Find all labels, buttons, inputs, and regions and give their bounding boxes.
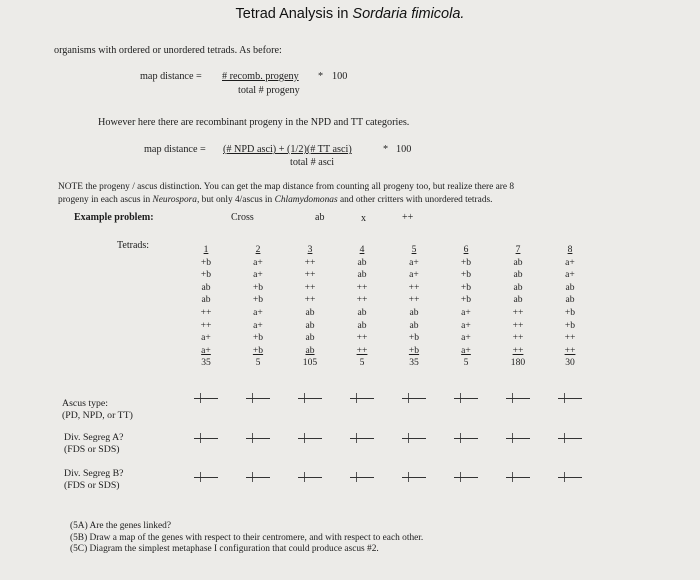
tetrad-genotype: ++ [512,344,524,356]
tetrad-number: 5 [411,244,417,255]
tetrad-genotype-cell: ++ [304,269,316,281]
tetrad-genotype-cell: a+ [253,269,263,281]
tetrad-genotype-cell: +b [252,332,264,344]
tetrad-number: 3 [307,244,313,255]
formula2-numerator: (# NPD asci) + (1/2)(# TT asci) [223,144,352,155]
tetrad-genotype-cell: ab [201,281,211,293]
answer-blank[interactable] [246,472,270,482]
answer-blank[interactable] [506,393,530,403]
tetrad-genotype-cell [388,345,440,358]
tetrad-genotype-cell: ++ [200,306,212,318]
tetrad-genotype-cell: a+ [461,306,471,318]
answer-blank[interactable] [194,472,218,482]
tetrad-count: 180 [510,357,526,369]
tetrad-count: 35 [409,357,419,369]
tetrad-header-row [180,244,596,257]
tetrad-genotype: a+ [201,344,211,356]
example-parent-1: ab [315,212,325,223]
answer-line [402,398,426,399]
tetrad-genotype-row [180,345,596,358]
formula1-denominator: total # progeny [238,85,300,96]
answer-line [558,438,582,439]
tetrad-genotype-cell: ++ [564,332,576,344]
example-x: x [361,213,366,224]
tetrad-number: 2 [255,244,261,255]
tetrad-count: 5 [255,357,261,369]
tetrad-genotype-cell [232,345,284,358]
question-5b: (5B) Draw a map of the genes with respect to their centromere, and with respect to each other. [70,532,424,543]
tetrads-label: Tetrads: [117,240,150,251]
answer-line [298,477,322,478]
ascus-type-label [62,398,133,422]
div-segreg-a-title: Div. Segreg A? [64,432,124,443]
tetrad-genotype-row [180,332,596,345]
answer-line [506,398,530,399]
tetrad-genotype: +b [252,344,264,356]
answer-line [506,438,530,439]
tetrad-genotype-cell: a+ [565,256,575,268]
answer-blank[interactable] [454,393,478,403]
tetrad-genotype-cell [336,345,388,358]
tetrad-genotype-cell: a+ [253,256,263,268]
answer-blank[interactable] [506,472,530,482]
answer-line [402,477,426,478]
answer-blank[interactable] [402,472,426,482]
answer-blank[interactable] [454,433,478,443]
tetrad-genotype-cell [180,345,232,358]
tetrad-count: 5 [463,357,469,369]
tetrad-genotype-cell: ++ [304,281,316,293]
div-segreg-a-answers [188,433,678,445]
answer-blank[interactable] [402,393,426,403]
tetrad-genotype-row [180,269,596,282]
tetrad-number: 1 [203,244,209,255]
tetrad-genotype-cell: ab [513,294,523,306]
tetrad-genotype-cell: a+ [253,306,263,318]
answer-blank[interactable] [246,433,270,443]
answer-line [350,477,374,478]
answer-line [558,398,582,399]
answer-blank[interactable] [558,393,582,403]
tetrad-count: 35 [201,357,211,369]
tetrad-genotype-cell: ab [305,332,315,344]
tetrad-genotype-cell: +b [200,269,212,281]
intro-text: organisms with ordered or unordered tetrads. As before: [54,45,282,56]
answer-blank[interactable] [402,433,426,443]
question-5a: (5A) Are the genes linked? [70,521,172,531]
tetrad-genotype-cell: +b [408,332,420,344]
formula1-lhs: map distance = [140,71,202,82]
tetrad-genotype-cell [440,345,492,358]
tetrad-genotype: ab [305,344,315,356]
answer-line [350,398,374,399]
formula2-mult: * [383,144,389,155]
answer-blank[interactable] [350,393,374,403]
title-organism: Sordaria fimicola. [352,6,465,22]
answer-blank[interactable] [246,393,270,403]
formula1-numerator: # recomb. progeny [222,71,299,82]
tetrad-genotype-cell: +b [564,319,576,331]
question-5c: (5C) Diagram the simplest metaphase I configuration that could produce ascus #2. [70,544,379,554]
formula1-factor: 100 [332,71,348,82]
tetrad-genotype-cell: ++ [304,256,316,268]
tetrad-genotype-cell: ++ [304,294,316,306]
answer-line [350,438,374,439]
answer-line [298,438,322,439]
tetrad-genotype-cell: +b [564,306,576,318]
answer-line [194,438,218,439]
formula1-mult: * [318,71,324,82]
tetrad-genotype-cell: a+ [201,332,211,344]
answer-blank[interactable] [298,433,322,443]
note-line-2 [58,195,493,205]
answer-line [402,438,426,439]
answer-line [454,477,478,478]
answer-line [454,398,478,399]
answer-line [506,477,530,478]
tetrad-genotype-cell: +b [460,256,472,268]
tetrad-genotype-cell: ab [357,319,367,331]
example-cross: Cross [231,212,254,223]
answer-line [194,398,218,399]
page-title [0,6,700,22]
tetrad-genotype-cell: ab [305,319,315,331]
however-text: However here there are recombinant progeny in the NPD and TT categories. [98,117,410,128]
formula2-denominator: total # asci [290,157,335,168]
answer-blank[interactable] [350,472,374,482]
tetrad-count: 30 [565,357,575,369]
tetrad-genotype: +b [408,344,420,356]
tetrad-genotype-row [180,294,596,307]
tetrad-genotype-cell: a+ [565,269,575,281]
tetrad-genotype-cell: +b [460,294,472,306]
tetrad-genotype-cell: ab [565,281,575,293]
tetrad-count: 5 [359,357,365,369]
tetrad-genotype-cell: a+ [461,319,471,331]
tetrad-genotype-cell: a+ [461,332,471,344]
tetrad-genotype-row [180,257,596,270]
tetrad-genotype-cell: ++ [512,306,524,318]
tetrad-genotype-cell: ab [357,269,367,281]
tetrad-genotype-cell: ab [513,256,523,268]
tetrad-genotype-cell: ab [357,256,367,268]
tetrad-genotype-cell: ++ [408,281,420,293]
tetrad-genotype-cell: ab [201,294,211,306]
tetrad-genotype-cell: ab [513,269,523,281]
ascus-type-title: Ascus type: [62,398,108,409]
ascus-type-options: (PD, NPD, or TT) [62,410,133,421]
answer-blank[interactable] [298,472,322,482]
div-segreg-a-label [64,432,124,456]
formula2-factor: 100 [396,144,412,155]
answer-line [298,398,322,399]
tetrad-genotype-cell [492,345,544,358]
answer-blank[interactable] [558,433,582,443]
note-neurospora: Neurospora, [152,195,200,205]
div-segreg-b-answers [188,472,678,484]
tetrad-genotype-cell: ++ [512,332,524,344]
tetrad-genotype-cell: +b [200,256,212,268]
ascus-type-answers [188,393,678,405]
tetrad-count: 105 [302,357,318,369]
tetrad-genotype-row [180,282,596,295]
note-text-b: but only 4/ascus in [199,195,275,205]
questions-block [70,521,423,556]
tetrad-genotype-row [180,320,596,333]
tetrad-genotype-cell: ab [305,306,315,318]
div-segreg-b-title: Div. Segreg B? [64,468,124,479]
tetrad-number: 8 [567,244,573,255]
tetrad-genotype-cell: ab [513,281,523,293]
tetrad-genotype-cell [544,345,596,358]
tetrad-genotype-cell: +b [252,281,264,293]
note-line-1: NOTE the progeny / ascus distinction. You can get the map distance from counting all progeny too, but realize there are 8 [58,182,515,192]
answer-line [246,398,270,399]
title-main: Tetrad Analysis in [235,6,353,22]
answer-blank[interactable] [194,393,218,403]
tetrad-genotype-cell: +b [252,294,264,306]
tetrad-genotype-cell: ab [357,306,367,318]
tetrad-genotype-cell [284,345,336,358]
answer-blank[interactable] [350,433,374,443]
example-parent-2: ++ [402,212,414,223]
note-chlamydomonas: Chlamydomonas [274,195,338,205]
tetrad-genotype-cell: ++ [512,319,524,331]
div-segreg-b-label [64,468,124,492]
tetrad-genotype-cell: +b [460,281,472,293]
tetrad-genotype-cell: ++ [356,332,368,344]
div-segreg-b-options: (FDS or SDS) [64,480,120,491]
tetrad-genotype-cell: a+ [253,319,263,331]
tetrad-genotype: ++ [356,344,368,356]
answer-line [246,438,270,439]
answer-line [246,477,270,478]
tetrad-genotype: a+ [461,344,471,356]
tetrad-genotype-cell: a+ [409,256,419,268]
tetrad-count-row [180,357,596,370]
tetrad-genotype-cell: ++ [200,319,212,331]
example-label: Example problem: [74,212,154,223]
note-text-c: and other critters with unordered tetrads. [337,195,493,205]
div-segreg-a-options: (FDS or SDS) [64,444,120,455]
tetrad-genotype-cell: ab [565,294,575,306]
tetrads-table [180,244,596,370]
tetrad-genotype-cell: ++ [356,281,368,293]
note-text-a: progeny in each ascus in [58,195,153,205]
tetrad-number: 7 [515,244,521,255]
tetrad-genotype-row [180,307,596,320]
answer-line [558,477,582,478]
tetrad-genotype-cell: a+ [409,269,419,281]
answer-blank[interactable] [454,472,478,482]
answer-blank[interactable] [298,393,322,403]
tetrad-genotype-cell: +b [460,269,472,281]
tetrad-number: 6 [463,244,469,255]
tetrad-genotype-cell: ab [409,306,419,318]
tetrad-genotype-cell: ++ [408,294,420,306]
answer-line [454,438,478,439]
tetrad-genotype-cell: ++ [356,294,368,306]
tetrad-genotype: ++ [564,344,576,356]
answer-blank[interactable] [506,433,530,443]
tetrad-number: 4 [359,244,365,255]
answer-blank[interactable] [194,433,218,443]
tetrad-genotype-cell: ab [409,319,419,331]
formula2-lhs: map distance = [144,144,206,155]
answer-blank[interactable] [558,472,582,482]
answer-line [194,477,218,478]
